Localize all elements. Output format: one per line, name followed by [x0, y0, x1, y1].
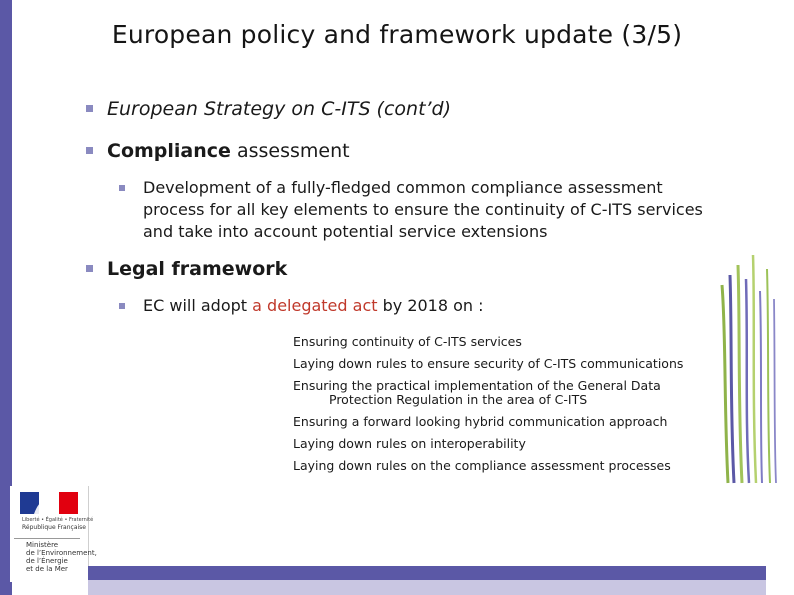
- bullet-legal: [86, 257, 287, 281]
- legal-sub-post: by 2018 on :: [377, 296, 484, 315]
- legal-text: Legal framework: [107, 258, 288, 280]
- bullet-strategy: [86, 97, 451, 121]
- bottom-accent-band-light: [88, 580, 766, 595]
- compliance-rest-text: assessment: [230, 140, 350, 162]
- compliance-sub-line3: and take into account potential service extensions: [143, 222, 548, 241]
- ministry-name: [26, 541, 97, 573]
- bullet-square-icon: [86, 265, 93, 272]
- ministry-line: et de la Mer: [26, 565, 68, 573]
- ministry-line: de l’Énergie: [26, 557, 68, 565]
- list-item: Laying down rules on the compliance assessment processes: [293, 458, 671, 473]
- bullet-square-icon: [86, 147, 93, 154]
- list-item: Laying down rules on interoperability: [293, 436, 526, 451]
- bullet-square-icon: [86, 105, 93, 112]
- compliance-sub-line1: Development of a fully-fledged common compliance assessment: [143, 178, 663, 197]
- list-item-continuation: Protection Regulation in the area of C-ITS: [329, 392, 588, 407]
- french-flag-marianne-icon: [20, 492, 78, 514]
- legal-sub-pre: EC will adopt: [143, 296, 253, 315]
- sub-bullet-square-icon: [119, 185, 125, 191]
- sub-bullet-legal: [119, 295, 484, 317]
- compliance-bold-text: Compliance: [107, 140, 231, 162]
- list-item: Ensuring continuity of C-ITS services: [293, 334, 522, 349]
- strategy-text: European Strategy on C-ITS (cont’d): [107, 98, 452, 120]
- bullet-compliance: [86, 139, 350, 163]
- logo-republic: République Française: [22, 524, 86, 531]
- slide-title: European policy and framework update (3/5): [111, 20, 683, 49]
- decorative-ribbons-icon: [720, 255, 780, 485]
- bottom-accent-band: [88, 566, 766, 580]
- legal-sub-highlight: a delegated act: [252, 296, 378, 315]
- sub-bullet-square-icon: [119, 303, 125, 309]
- logo-motto: Liberté • Égalité • Fraternité: [22, 517, 94, 523]
- sub-bullet-compliance: [119, 177, 703, 243]
- logo-divider: [14, 538, 80, 539]
- ministry-line: de l’Environnement,: [26, 549, 97, 557]
- ministry-line: Ministère: [26, 541, 59, 549]
- compliance-sub-line2: process for all key elements to ensure the continuity of C-ITS services: [143, 200, 703, 219]
- list-item: Ensuring a forward looking hybrid communication approach: [293, 414, 668, 429]
- list-item: Ensuring the practical implementation of the General Data: [293, 378, 661, 393]
- list-item: Laying down rules to ensure security of C-ITS communications: [293, 356, 684, 371]
- delegated-act-items: [293, 331, 683, 477]
